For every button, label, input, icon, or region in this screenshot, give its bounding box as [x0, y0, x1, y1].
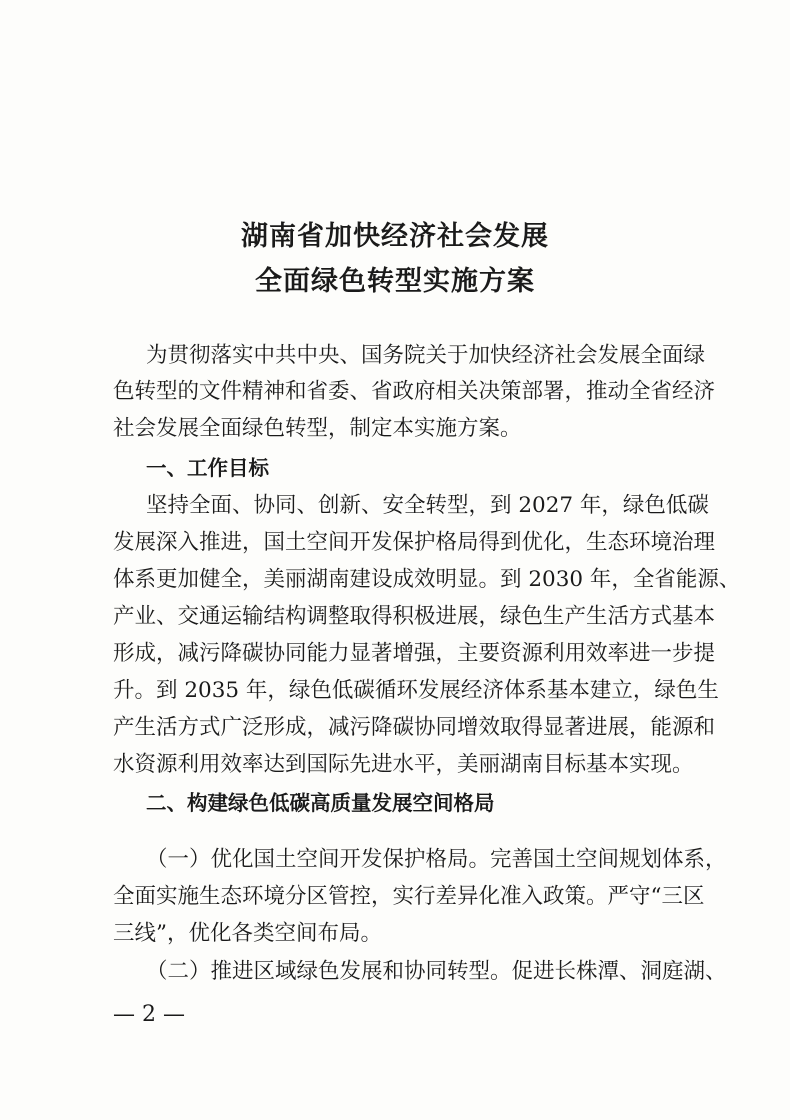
paragraph-line: 发展深入推进，国土空间开发保护格局得到优化，生态环境治理 — [113, 530, 716, 555]
paragraph-line: （一）优化国土空间开发保护格局。完善国土空间规划体系， — [146, 847, 727, 872]
paragraph-line: 水资源利用效率达到国际先进水平，美丽湖南目标基本实现。 — [113, 752, 694, 777]
paragraph-line: （二）推进区域绿色发展和协同转型。促进长株潭、洞庭湖、 — [146, 959, 727, 984]
paragraph-line: 色转型的文件精神和省委、省政府相关决策部署，推动全省经济 — [113, 379, 716, 404]
paragraph-line: 升。到 2035 年，绿色低碳循环发展经济体系基本建立，绿色生 — [113, 678, 719, 703]
paragraph-line: 全面实施生态环境分区管控，实行差异化准入政策。严守“三区 — [113, 884, 705, 909]
section-heading-2: 二、构建绿色低碳高质量发展空间格局 — [146, 791, 495, 815]
paragraph-line: 产业、交通运输结构调整取得积极进展，绿色生产生活方式基本 — [113, 604, 716, 629]
paragraph-line: 社会发展全面绿色转型，制定本实施方案。 — [113, 416, 522, 441]
paragraph-line: 三线”，优化各类空间布局。 — [113, 921, 382, 946]
document-title-line-1: 湖南省加快经济社会发展 — [241, 221, 549, 252]
paragraph-line: 产生活方式广泛形成，减污降碳协同增效取得显著进展，能源和 — [113, 715, 716, 740]
paragraph-line: 坚持全面、协同、创新、安全转型，到 2027 年，绿色低碳 — [146, 493, 709, 518]
document-title-line-2: 全面绿色转型实施方案 — [255, 266, 535, 297]
page-number: — 2 — — [113, 1002, 185, 1027]
paragraph-line: 体系更加健全，美丽湖南建设成效明显。到 2030 年，全省能源、 — [113, 567, 741, 592]
paragraph-line: 形成，减污降碳协同能力显著增强，主要资源利用效率进一步提 — [113, 641, 716, 666]
section-heading-1: 一、工作目标 — [146, 456, 269, 480]
paragraph-line: 为贯彻落实中共中央、国务院关于加快经济社会发展全面绿 — [146, 343, 706, 368]
